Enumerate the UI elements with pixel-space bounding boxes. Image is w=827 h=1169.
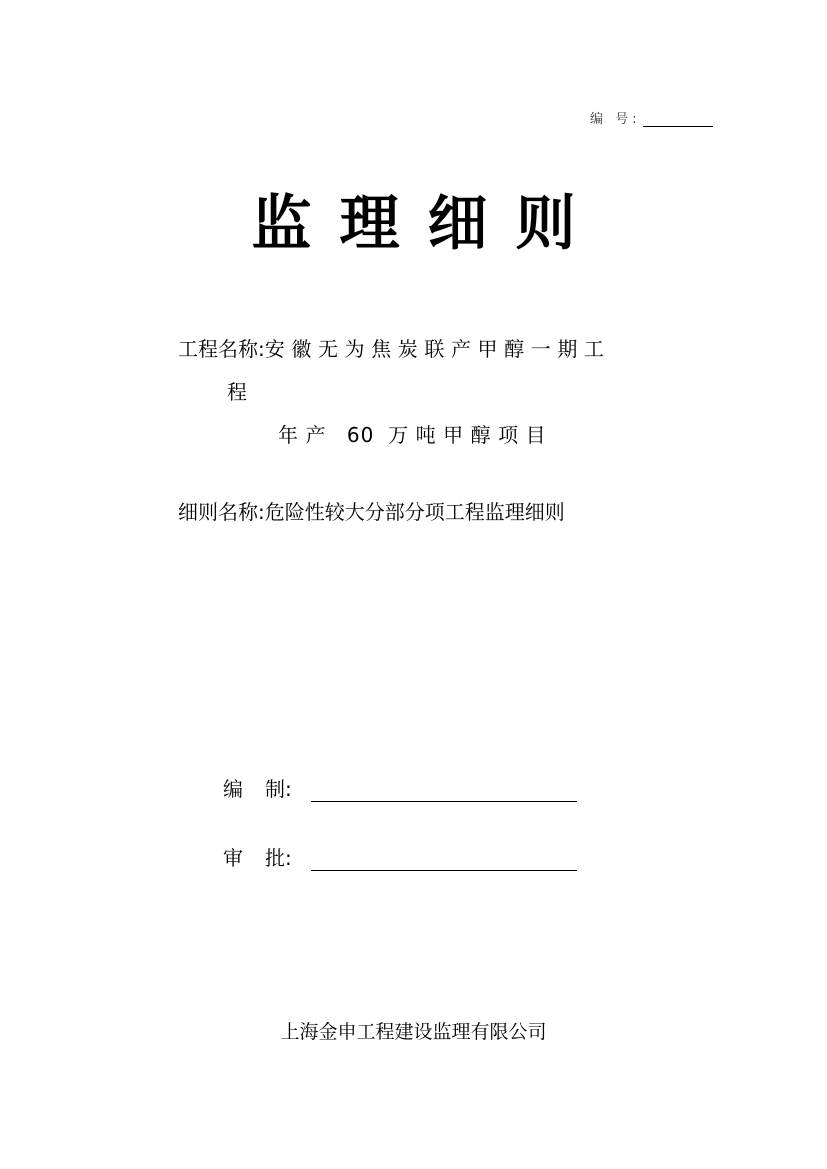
compiled-by-label-char2: 制:: [265, 777, 292, 801]
project-name-label: 工程名称:: [178, 337, 265, 361]
approved-by-blank: [311, 848, 577, 871]
page-title: 监理细则: [251, 189, 604, 259]
project-subtitle-number: 60: [346, 423, 375, 447]
compiled-by-blank: [311, 779, 577, 802]
approved-by-row: [223, 842, 577, 871]
approved-by-label: [223, 842, 311, 871]
approved-by-label-char1: 审: [223, 846, 243, 870]
document-number-blank: [643, 112, 713, 127]
approved-by-label-char2: 批:: [265, 846, 292, 870]
project-subtitle-pre: 年产: [278, 423, 333, 447]
compiled-by-label: [223, 773, 311, 802]
compiled-by-label-char1: 编: [223, 777, 243, 801]
project-subtitle-post: 万吨甲醇项目: [388, 423, 554, 447]
rule-name-line: [178, 496, 565, 525]
compiled-by-row: [223, 773, 577, 802]
document-number: [590, 108, 713, 127]
rule-name-value: 危险性较大分部分项工程监理细则: [264, 500, 565, 524]
project-subtitle: [278, 419, 553, 448]
project-name-continuation: 程: [227, 380, 247, 404]
project-name-line: [178, 333, 702, 362]
document-number-label: 编 号:: [590, 112, 641, 127]
rule-name-label: 细则名称:: [178, 500, 265, 524]
project-name-value: 安徽无为焦炭联产甲醇一期工: [264, 337, 611, 361]
company-name: 上海金申工程建设监理有限公司: [280, 1021, 547, 1043]
